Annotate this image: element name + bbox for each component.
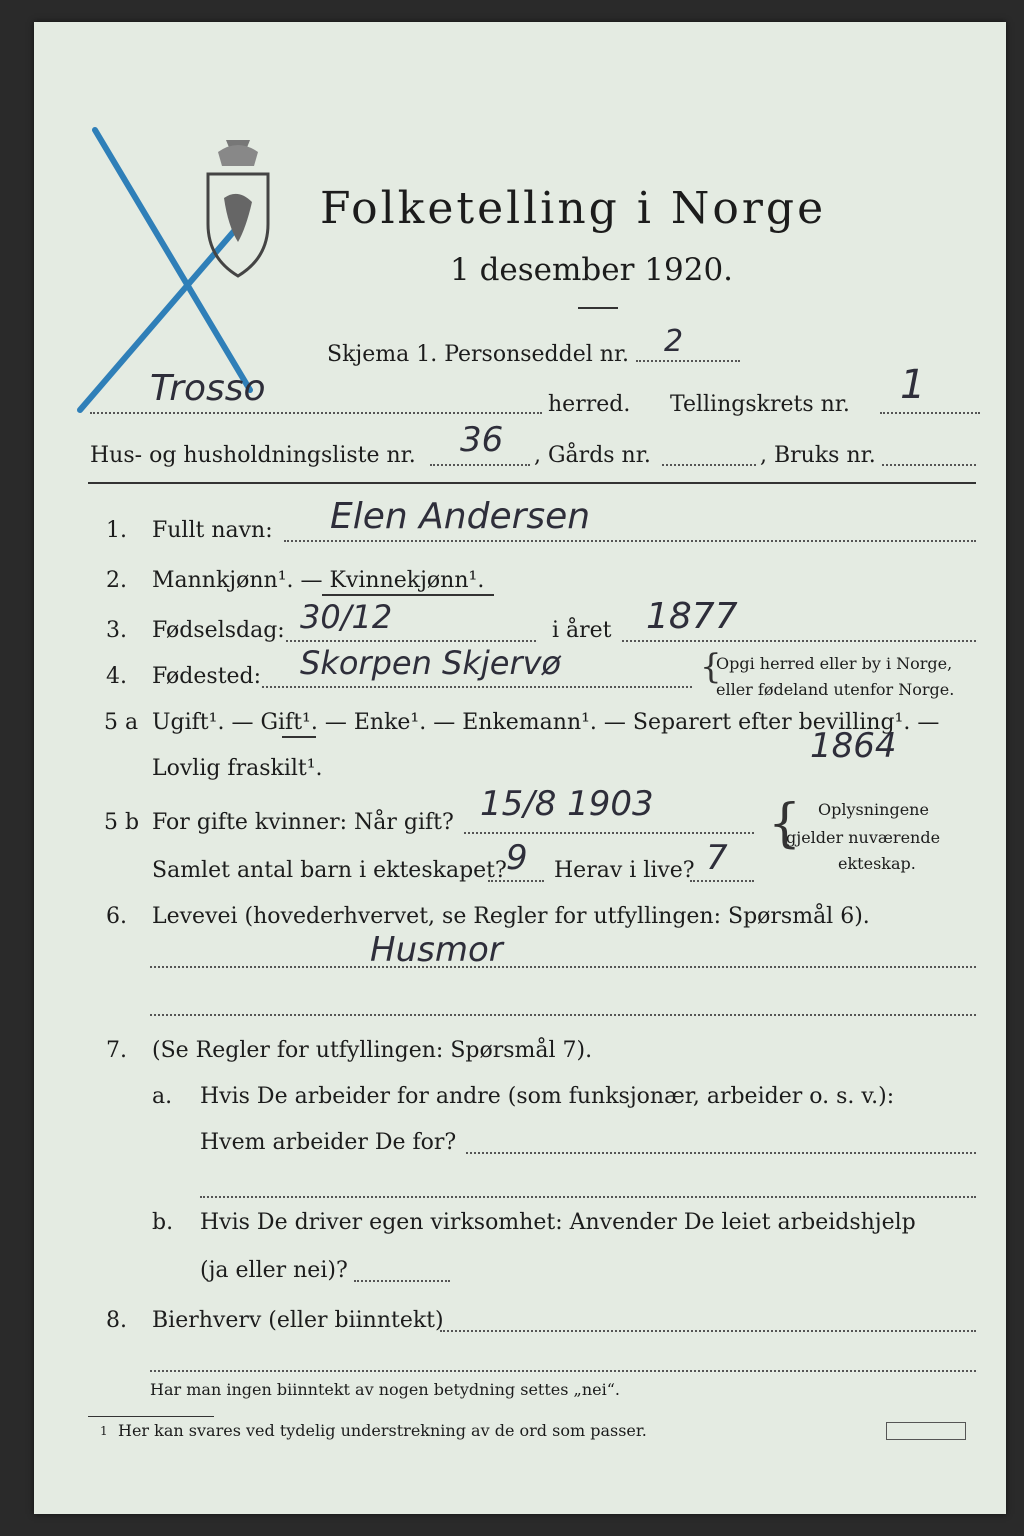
bruks-label: , Bruks nr.	[760, 443, 876, 468]
q3-value: 30/12	[300, 598, 393, 636]
q2-underline-mark	[322, 594, 494, 596]
q4-note-1: Opgi herred eller by i Norge,	[716, 654, 953, 673]
q5b-label-3: Herav i live?	[554, 858, 695, 883]
schema-value: 2	[664, 324, 684, 359]
footnote-rule	[88, 1416, 214, 1417]
bruks-field-line	[882, 464, 976, 466]
q5a-value: 1864	[810, 726, 897, 766]
q3-year-label: i året	[552, 618, 612, 643]
hus-label: Hus- og husholdningsliste nr.	[90, 443, 416, 468]
q2-number: 2.	[106, 568, 127, 593]
q5a-underline-mark	[282, 736, 316, 738]
q8-field-line-2	[150, 1370, 976, 1372]
q5b-note-2: gjelder nuværende	[786, 828, 941, 847]
q7b-field-line	[354, 1280, 450, 1282]
q1-number: 1.	[106, 518, 127, 543]
q7b-label: Hvis De driver egen virksomhet: Anvender De leiet arbeidshjelp	[200, 1210, 916, 1235]
hus-value: 36	[460, 420, 504, 460]
q7b-label-2: (ja eller nei)?	[200, 1258, 348, 1283]
q5a-label-2: Lovlig fraskilt¹.	[152, 756, 323, 781]
q5a-number: 5 a	[104, 710, 139, 735]
q4-number: 4.	[106, 664, 127, 689]
form-title: Folketelling i Norge	[320, 183, 827, 234]
title-divider	[578, 307, 618, 309]
q6-field-line	[150, 966, 976, 968]
footnote-number: 1	[100, 1424, 108, 1438]
header-rule	[88, 482, 976, 484]
q5b-value: 15/8 1903	[480, 784, 654, 824]
q5b-field-line-3	[690, 880, 754, 882]
herred-value: Trosso	[150, 368, 266, 409]
printer-stamp	[886, 1422, 966, 1440]
q5b-label: For gifte kvinner: Når gift?	[152, 810, 454, 835]
q5b-label-2: Samlet antal barn i ekteskapet?	[152, 858, 507, 883]
q5b-note-1: Oplysningene	[818, 800, 929, 819]
tellingskrets-label: Tellingskrets nr.	[670, 392, 850, 417]
q5a-label: Ugift¹. — Gift¹. — Enke¹. — Enkemann¹. — Separert efter bevilling¹. —	[152, 710, 940, 735]
q8-number: 8.	[106, 1308, 127, 1333]
q5b-brace: {	[768, 794, 802, 854]
q7a-field-line	[466, 1152, 976, 1154]
q6-value: Husmor	[370, 930, 503, 970]
q7a-label-2: Hvem arbeider De for?	[200, 1130, 457, 1155]
q3-number: 3.	[106, 618, 127, 643]
tellingskrets-field-line	[880, 412, 980, 414]
q4-field-line	[262, 686, 692, 688]
gards-field-line	[662, 464, 756, 466]
q7a-field-line-2	[200, 1196, 976, 1198]
q7b-number: b.	[152, 1210, 174, 1235]
q4-label: Fødested:	[152, 664, 262, 689]
q7-number: 7.	[106, 1038, 127, 1063]
q5b-field-line	[464, 832, 754, 834]
q5b-field-line-2	[488, 880, 544, 882]
q5b-note-3: ekteskap.	[838, 854, 916, 873]
q4-brace: {	[700, 647, 722, 687]
q5b-value-3: 7	[706, 838, 728, 878]
q6-label: Levevei (hovederhvervet, se Regler for utfyllingen: Spørsmål 6).	[152, 904, 870, 929]
q7a-label: Hvis De arbeider for andre (som funksjonær, arbeider o. s. v.):	[200, 1084, 895, 1109]
herred-field-line	[90, 412, 542, 414]
herred-label: herred.	[548, 392, 631, 417]
q7-label: (Se Regler for utfyllingen: Spørsmål 7).	[152, 1038, 593, 1063]
q1-field-line	[284, 540, 976, 542]
q3-label: Fødselsdag:	[152, 618, 285, 643]
coat-of-arms-icon	[198, 134, 278, 282]
q3-year-value: 1877	[646, 596, 738, 637]
biinntekt-note: Har man ingen biinntekt av nogen betydning settes „nei“.	[150, 1380, 620, 1399]
form-date: 1 desember 1920.	[450, 252, 734, 288]
q1-value: Elen Andersen	[330, 496, 591, 537]
q1-label: Fullt navn:	[152, 518, 273, 543]
q8-field-line	[440, 1330, 976, 1332]
q6-number: 6.	[106, 904, 127, 929]
schema-label: Skjema 1. Personseddel nr.	[327, 342, 630, 367]
schema-field-line	[636, 360, 740, 362]
q6-field-line-2	[150, 1014, 976, 1016]
q5b-value-2: 9	[506, 838, 528, 878]
q3-year-field-line	[622, 640, 976, 642]
q7a-number: a.	[152, 1084, 173, 1109]
gards-label: , Gårds nr.	[534, 443, 651, 468]
q2-label: Mannkjønn¹. — Kvinnekjønn¹.	[152, 568, 485, 593]
q4-value: Skorpen Skjervø	[300, 644, 562, 682]
q4-note-2: eller fødeland utenfor Norge.	[716, 680, 955, 699]
tellingskrets-value: 1	[900, 362, 926, 408]
hus-field-line	[430, 464, 530, 466]
q3-field-line	[286, 640, 536, 642]
q8-label: Bierhverv (eller biinntekt)	[152, 1308, 444, 1333]
q5b-number: 5 b	[104, 810, 140, 835]
footnote-text: Her kan svares ved tydelig understrekning av de ord som passer.	[118, 1421, 647, 1440]
